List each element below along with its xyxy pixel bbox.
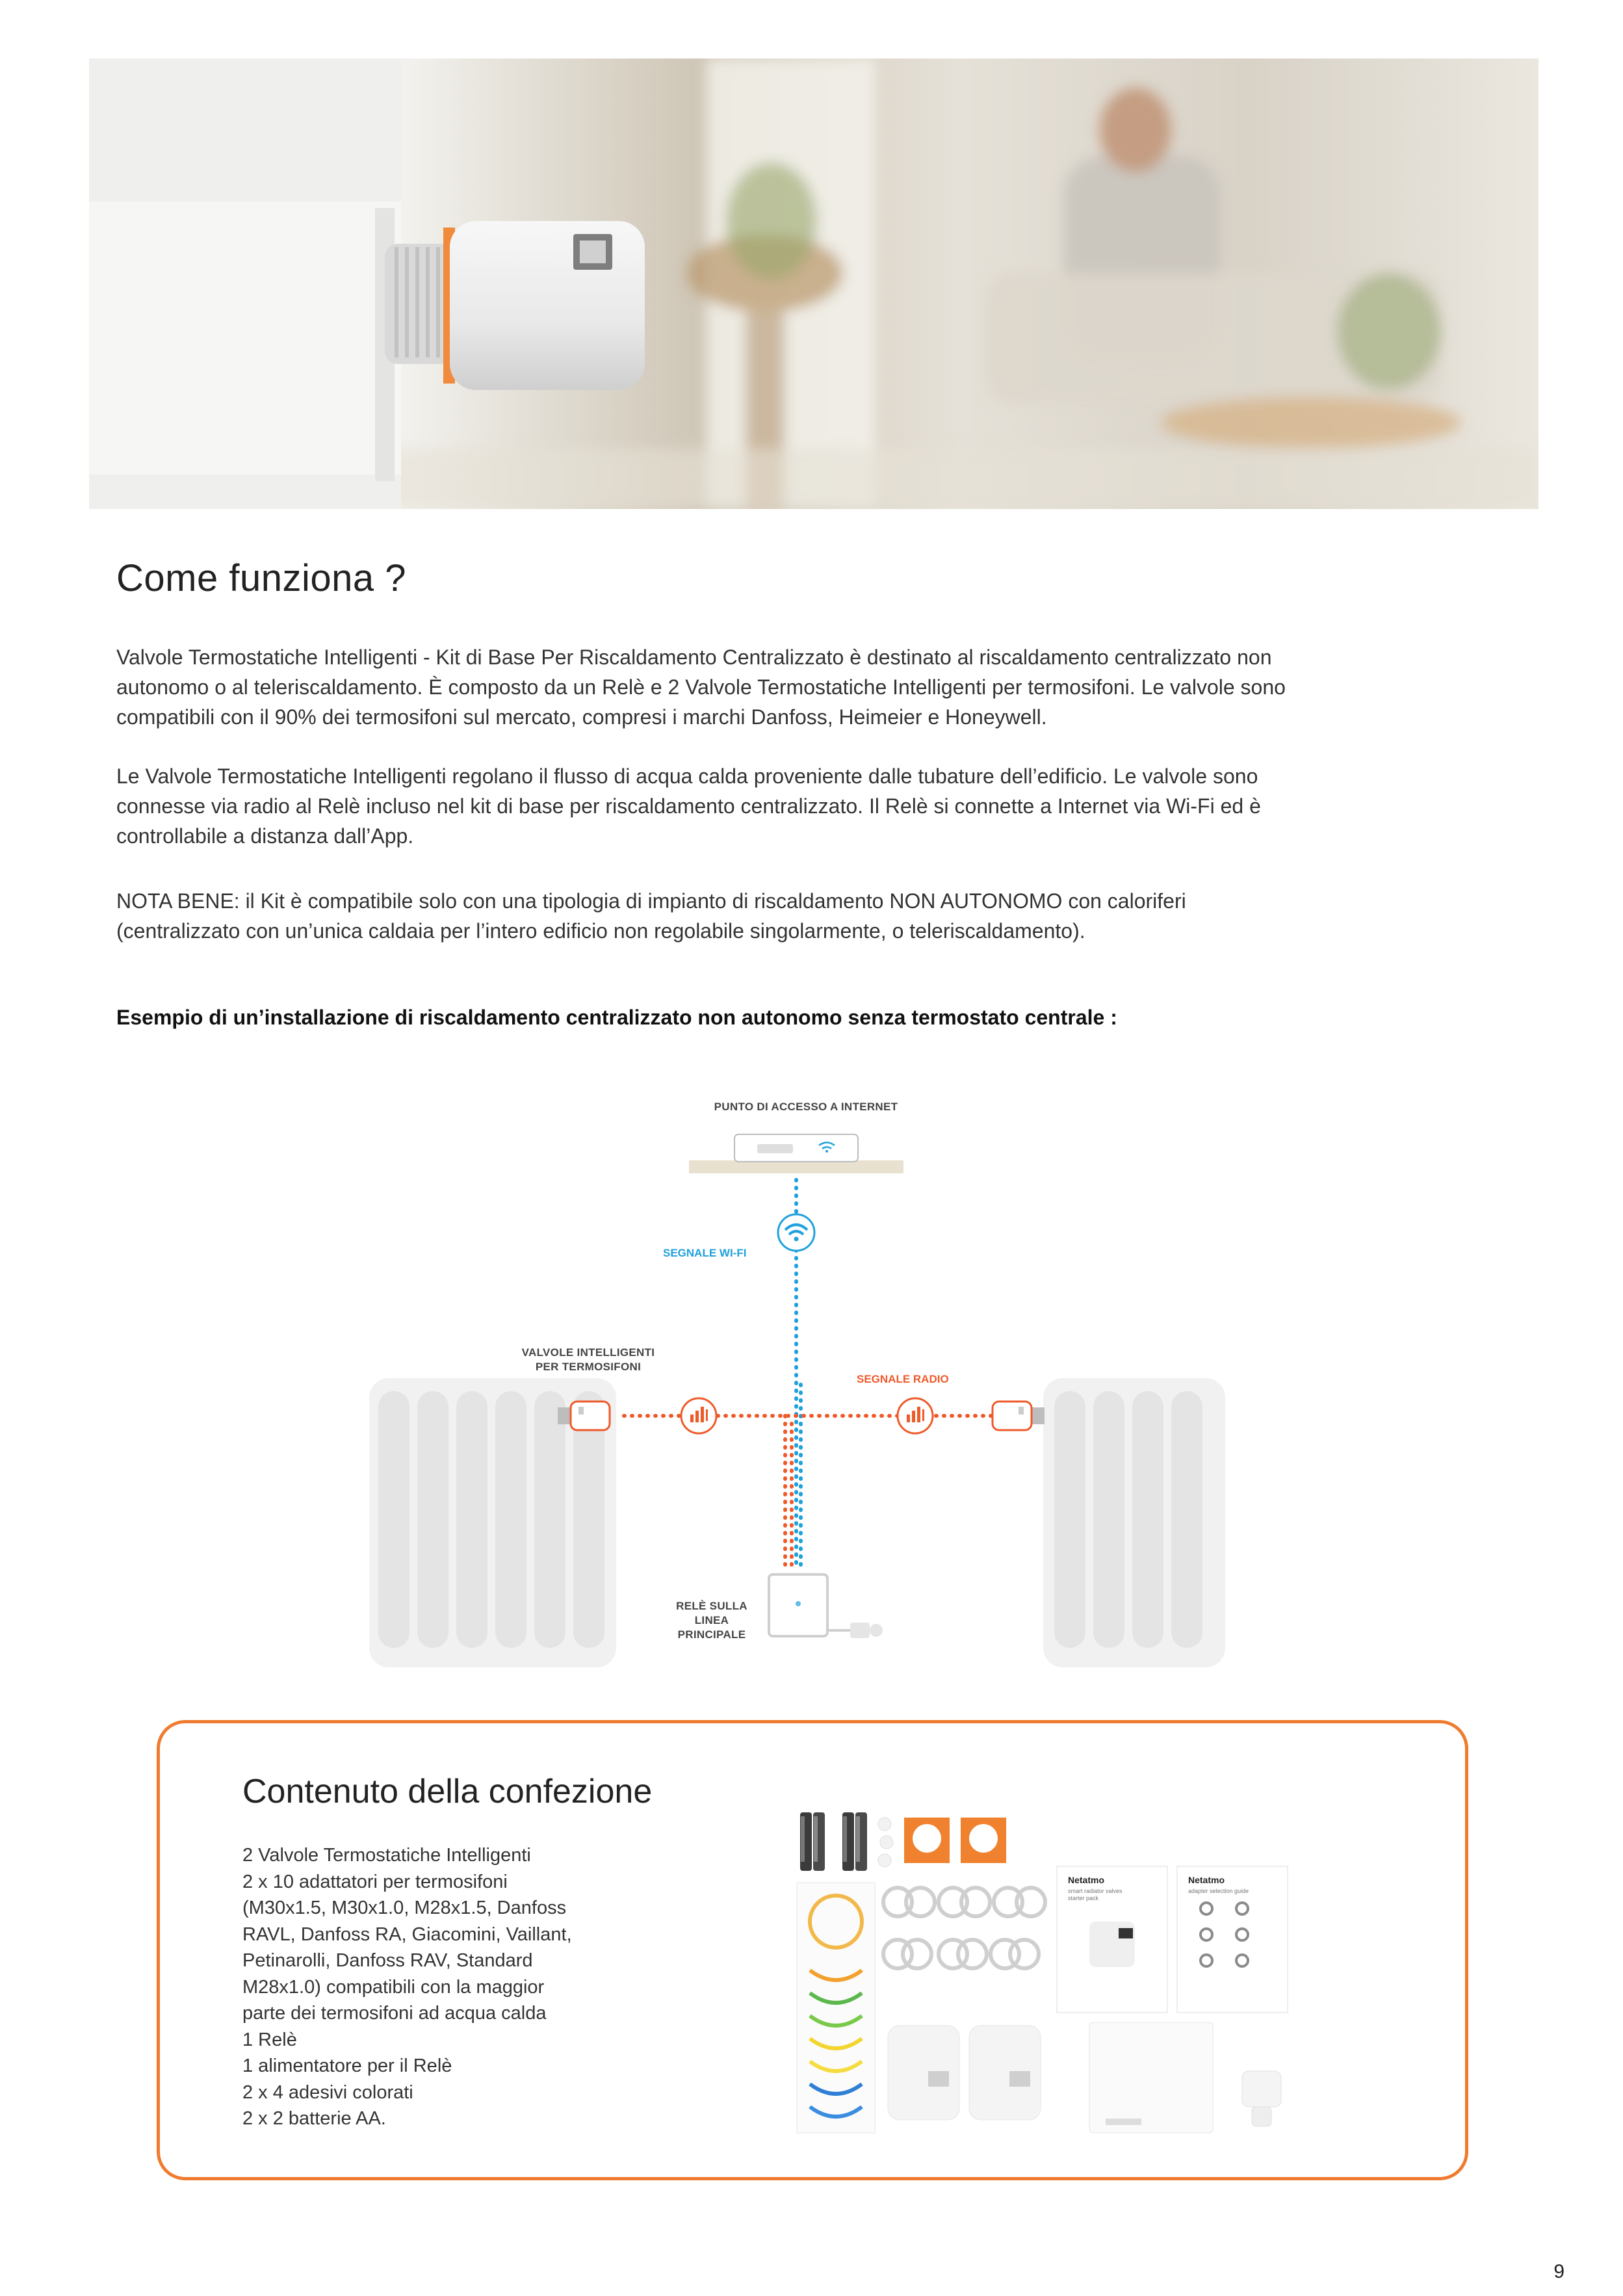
example-heading: Esempio di un’installazione di riscaldamento centralizzato non autonomo senza termostato centrale : — [116, 1006, 1117, 1029]
note-paragraph — [116, 886, 1514, 946]
diagram-graphic — [351, 1086, 1261, 1684]
valve-left — [571, 1402, 610, 1430]
smart-valves-label-line: PER TERMOSIFONI — [535, 1361, 642, 1373]
netatmo-brand: Netatmo — [1068, 1875, 1105, 1885]
intro-line: compatibili con il 90% dei termosifoni sul mercato, compresi i marchi Danfoss, Heimeier e Honeywell. — [116, 705, 1047, 729]
contents-item: 2 x 4 adesivi colorati — [242, 2081, 413, 2103]
contents-item: M28x1.0) compatibili con la maggior — [242, 1976, 545, 1998]
smart-valves-label-line: VALVOLE INTELLIGENTI — [521, 1346, 655, 1359]
booklet-title-line: smart radiator valves — [1068, 1888, 1123, 1894]
valve-right — [993, 1402, 1032, 1430]
adapter-guide-title: adapter selection guide — [1188, 1888, 1249, 1894]
power-plug — [850, 1623, 870, 1638]
relay-label-line: LINEA — [694, 1614, 729, 1626]
radio-signal-label: SEGNALE RADIO — [857, 1373, 949, 1385]
booklet-title-line: starter pack — [1068, 1895, 1099, 1901]
page-title: Come funziona ? — [116, 557, 406, 599]
contents-item: 2 x 2 batterie AA. — [242, 2108, 386, 2129]
hero-illustration — [89, 59, 1539, 509]
installation-diagram — [351, 1086, 1261, 1684]
relay-label-line: RELÈ SULLA — [676, 1600, 747, 1612]
relay-label-line: PRINCIPALE — [677, 1628, 746, 1641]
contents-item: (M30x1.5, M30x1.0, M28x1.5, Danfoss — [242, 1898, 567, 1918]
relay — [1089, 2022, 1213, 2133]
valves-line: Le Valvole Termostatiche Intelligenti regolano il flusso di acqua calda proveniente dalle tubature dell’edificio. Le valvole sono — [116, 764, 1258, 788]
relay-label — [663, 1599, 760, 1642]
contents-item: 1 Relè — [242, 2029, 297, 2050]
contents-item: 2 Valvole Termostatiche Intelligenti — [242, 1845, 531, 1866]
contents-item: Petinarolli, Danfoss RAV, Standard — [242, 1950, 533, 1971]
radiator-right — [1043, 1378, 1225, 1667]
intro-line: Valvole Termostatiche Intelligenti - Kit di Base Per Riscaldamento Centralizzato è destinato al riscaldamento centralizzato non — [116, 646, 1272, 669]
router — [734, 1134, 858, 1162]
page-number: 9 — [1553, 2261, 1565, 2282]
power-adapter — [1242, 2071, 1281, 2107]
internet-access-label: PUNTO DI ACCESSO A INTERNET — [714, 1101, 898, 1113]
intro-paragraph — [116, 642, 1514, 732]
contents-item: RAVL, Danfoss RA, Giacomini, Vaillant, — [242, 1924, 572, 1945]
smart-valves-label — [507, 1346, 669, 1374]
valves-paragraph — [116, 761, 1514, 851]
batteries — [800, 1812, 867, 1871]
note-line: (centralizzato con un’unica caldaia per l’intero edificio non regolabile singolarmente, o teleriscaldamento). — [116, 919, 1085, 943]
package-contents-box — [157, 1720, 1468, 2180]
package-contents-photo — [777, 1798, 1349, 2143]
netatmo-brand: Netatmo — [1188, 1875, 1225, 1885]
valves-line: connesse via radio al Relè incluso nel kit di base per riscaldamento centralizzato. Il Relè si connette a Internet via Wi-Fi ed è — [116, 794, 1261, 818]
valves-line: controllabile a distanza dall’App. — [116, 824, 414, 848]
valve-display: 21 — [1088, 2001, 1097, 2010]
booklet-title — [1068, 1888, 1123, 1902]
package-contents-illustration — [777, 1798, 1349, 2143]
contents-item: 2 x 10 adattatori per termosifoni — [242, 1871, 508, 1892]
hero-photo — [89, 59, 1539, 509]
contents-title: Contenuto della confezione — [242, 1773, 653, 1810]
intro-line: autonomo o al teleriscaldamento. È composto da un Relè e 2 Valvole Termostatiche Intelligenti per termosifoni. Le valvole sono — [116, 675, 1286, 699]
contents-item: 1 alimentatore per il Relè — [242, 2055, 452, 2076]
contents-list — [242, 1842, 645, 2132]
wifi-signal-label: SEGNALE WI-FI — [663, 1247, 747, 1259]
note-line: NOTA BENE: il Kit è compatibile solo con una tipologia di impianto di riscaldamento NON AUTONOMO con caloriferi — [116, 889, 1186, 913]
contents-item: parte dei termosifoni ad acqua calda — [242, 2003, 547, 2024]
